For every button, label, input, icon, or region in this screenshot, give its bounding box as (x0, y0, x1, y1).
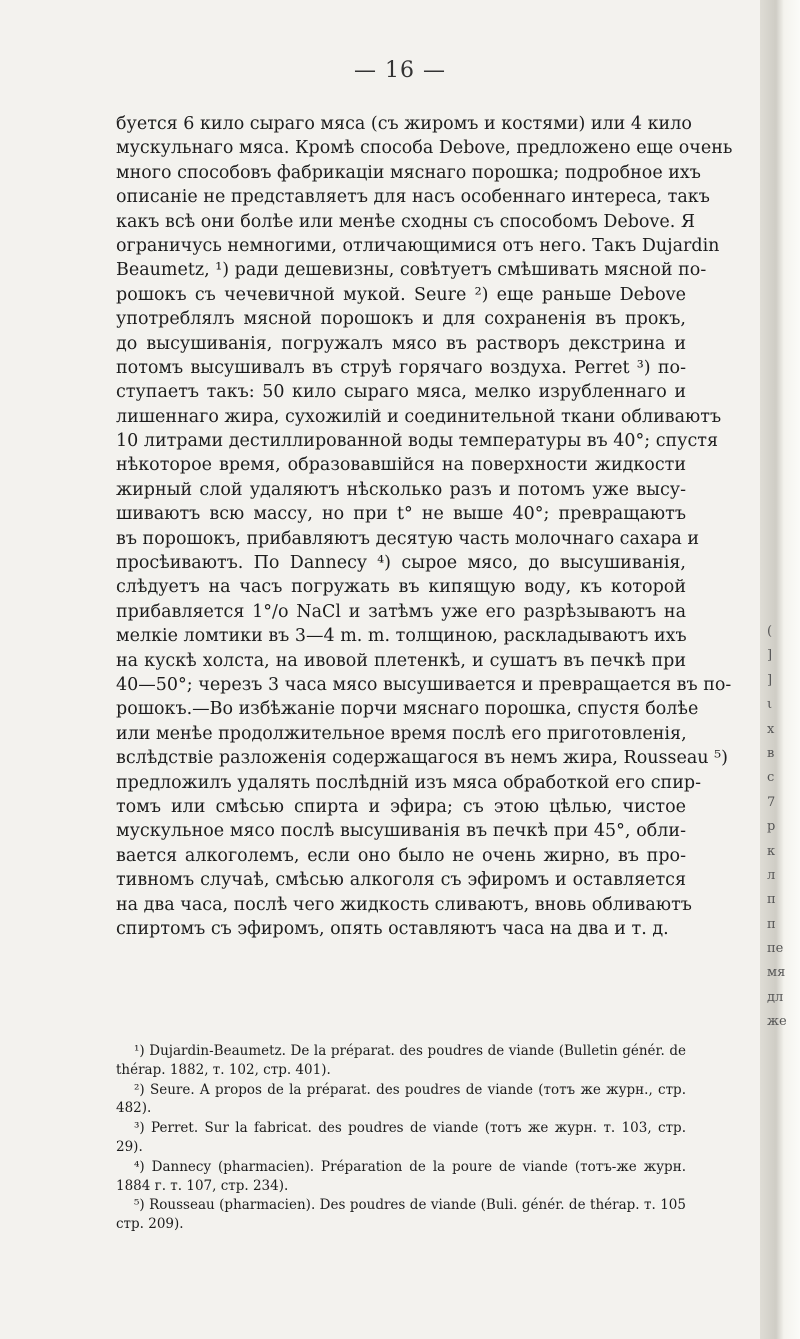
text-line: мелкіе ломтики въ 3—4 m. m. толщиною, раскладываютъ ихъ (116, 626, 687, 647)
margin-fragment: мя (767, 965, 786, 981)
text-line: прибавляется 1°/o NaCl и затѣмъ уже его разрѣзываютъ на (116, 601, 686, 622)
footnote: ²) Seure. A propos de la préparat. des poudres de viande (тотъ же журн., стр. 482). (116, 1081, 686, 1117)
margin-fragment: п (767, 892, 776, 908)
text-line: томъ или смѣсью спирта и эфира; съ этою цѣлью, чистое (116, 796, 686, 817)
text-line: просѣиваютъ. По Dannecy ⁴) сырое мясо, до высушиванія, (116, 553, 686, 574)
text-line: вслѣдствіе разложенія содержащагося въ немъ жира, Rousseau ⁵) (116, 748, 728, 769)
text-line: или менѣе продолжительное время послѣ его приготовленія, (116, 723, 687, 744)
text-line: много способовъ фабрикаціи мяснаго порошка; подробное ихъ (116, 162, 701, 183)
footnote: ⁵) Rousseau (pharmacien). Des poudres de viande (Buli. génér. de thérap. т. 105 стр. 209). (116, 1197, 686, 1233)
text-line: нѣкоторое время, образовавшійся на поверхности жидкости (116, 455, 686, 476)
main-text (116, 112, 733, 941)
margin-fragment: ] (767, 648, 773, 664)
margin-fragment: x (767, 721, 775, 737)
margin-fragment: л (767, 867, 776, 883)
facing-page-edge (760, 0, 800, 1339)
text-line: употреблялъ мясной порошокъ и для сохраненія въ прокъ, (116, 309, 686, 330)
margin-fragment: с (767, 770, 775, 786)
text-line: предложилъ удалять послѣдній изъ мяса обработкой его спир- (116, 772, 701, 793)
text-line: буется 6 кило сыраго мяса (съ жиромъ и костями) или 4 кило (116, 114, 692, 134)
text-line: на кускѣ холста, на ивовой плетенкѣ, и сушатъ въ печкѣ при (116, 650, 686, 671)
page-number: — 16 — (354, 58, 446, 83)
text-line: описаніе не представляетъ для насъ особеннаго интереса, такъ (116, 187, 710, 208)
margin-fragment: ( (767, 624, 773, 639)
text-line: спиртомъ съ эфиромъ, опять оставляютъ часа на два и т. д. (116, 918, 669, 939)
text-line: 10 литрами дестиллированной воды температуры въ 40°; спустя (116, 431, 718, 452)
facing-page-fragments (767, 620, 797, 1035)
text-line: рошокъ съ чечевичной мукой. Seure ²) еще раньше Debove (116, 284, 686, 305)
margin-fragment: же (767, 1014, 787, 1030)
footnote: ¹) Dujardin-Beaumetz. De la préparat. des poudres de viande (Bulletin génér. de thérap. 1882, т. 102, стр. 401). (116, 1043, 686, 1078)
text-line: вается алкоголемъ, если оно было не очень жирно, въ про- (116, 845, 686, 866)
footnote: ⁴) Dannecy (pharmacien). Préparation de la poure de viande (тотъ-же журн. 1884 г. т. 107, стр. 234). (116, 1158, 686, 1194)
text-line: шиваютъ всю массу, но при t° не выше 40°; превращаютъ (116, 504, 686, 525)
margin-fragment: к (767, 843, 776, 859)
margin-fragment: п (767, 916, 776, 932)
text-line: жирный слой удаляютъ нѣсколько разъ и потомъ уже высу- (116, 479, 686, 500)
text-line: на два часа, послѣ чего жидкость сливаютъ, вновь обливаютъ (116, 894, 692, 915)
margin-fragment: пе (767, 941, 784, 957)
text-line: потомъ высушивалъ въ струѣ горячаго воздуха. Perret ³) по- (116, 357, 686, 378)
margin-fragment: ι (767, 697, 773, 713)
text-line: слѣдуетъ на часъ погружать въ кипящую воду, къ которой (116, 577, 686, 598)
margin-fragment: р (767, 819, 776, 835)
margin-fragment: в (767, 745, 775, 761)
text-line: мускульнаго мяса. Кромѣ способа Debove, предложено еще очень (116, 138, 733, 159)
margin-fragment: 7 (767, 794, 776, 810)
margin-fragment: ] (767, 672, 773, 688)
text-line: тивномъ случаѣ, смѣсью алкоголя съ эфиромъ и оставляется (116, 870, 686, 891)
text-line: ограничусь немногими, отличающимися отъ него. Такъ Dujardin (116, 235, 720, 256)
text-line: мускульное мясо послѣ высушиванія въ печкѣ при 45°, обли- (116, 821, 686, 842)
text-line: лишеннаго жира, сухожилій и соединительной ткани обливаютъ (116, 406, 722, 427)
text-line: рошокъ.—Во избѣжаніе порчи мяснаго порошка, спустя болѣе (116, 699, 699, 720)
text-line: Beaumetz, ¹) ради дешевизны, совѣтуетъ смѣшивать мясной по- (116, 260, 707, 281)
text-line: ступаетъ такъ: 50 кило сыраго мяса, мелко изрубленнаго и (116, 382, 686, 403)
footnotes (116, 1042, 686, 1235)
text-line: до высушиванія, погружалъ мясо въ растворъ декстрина и (116, 333, 686, 354)
margin-fragment: дл (767, 989, 784, 1005)
footnote: ³) Perret. Sur la fabricat. des poudres de viande (тотъ же журн. т. 103, стр. 29). (116, 1120, 686, 1155)
text-line: какъ всѣ они болѣе или менѣе сходны съ способомъ Debove. Я (116, 211, 695, 232)
text-line: 40—50°; черезъ 3 часа мясо высушивается и превращается въ по- (116, 674, 732, 695)
text-line: въ порошокъ, прибавляютъ десятую часть молочнаго сахара и (116, 528, 700, 549)
